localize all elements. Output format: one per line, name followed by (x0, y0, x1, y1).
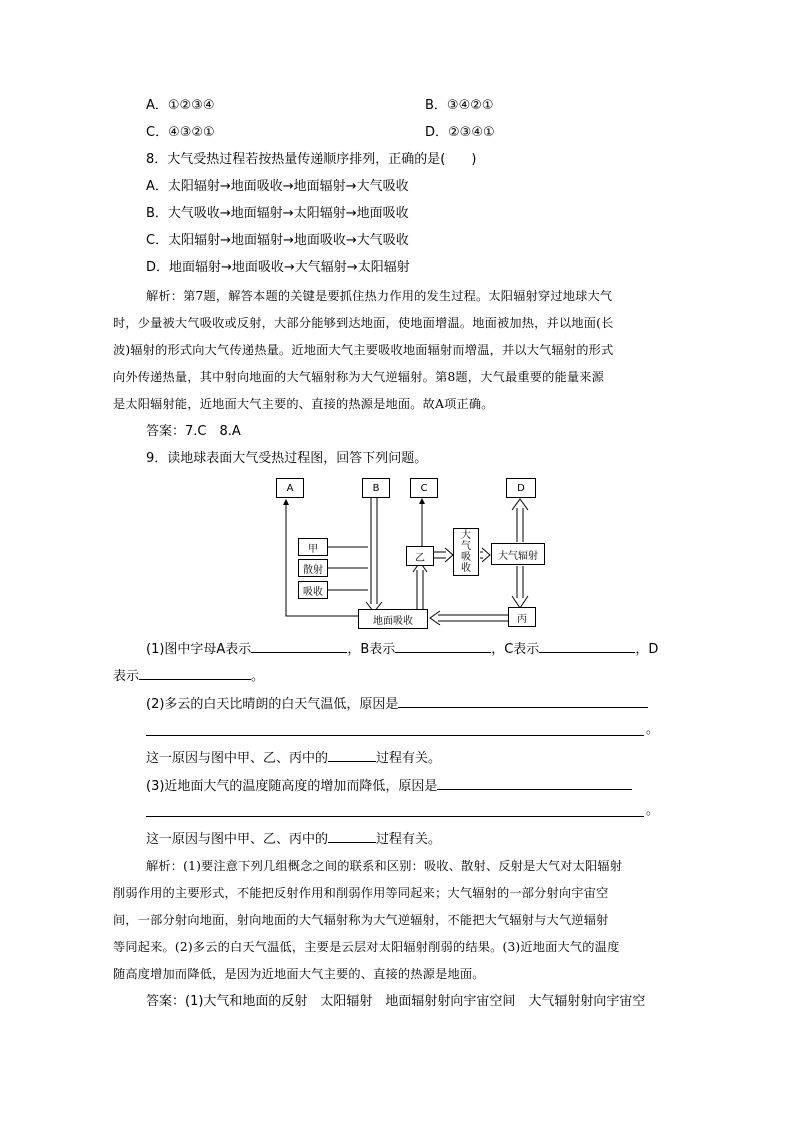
q9-part3-follow (146, 829, 441, 849)
answer-blank-reason3[interactable] (437, 776, 632, 790)
q8-option-d: D．地面辐射→地面吸收→大气辐射→太阳辐射 (146, 260, 410, 275)
analysis2-line: 解析：(1)要注意下列几组概念之间的联系和区别：吸收、散射、反射是大气对太阳辐射 (146, 859, 623, 873)
q9-part1-line (146, 639, 658, 659)
q9-stem: 9．读地球表面大气受热过程图，回答下列问题。 (146, 451, 428, 466)
analysis2-line: 间，一部分射向地面，射向地面的大气辐射称为大气逆辐射，不能把大气辐射与大气逆辐射 (113, 913, 609, 927)
q9-part1-text: ，C表示 (491, 642, 540, 657)
analysis2-line: 随高度增加而降低，是因为近地面大气主要的、直接的热源是地面。 (113, 967, 485, 981)
q9-part1-text: (1)图中字母A表示 (146, 642, 252, 657)
q9-part3-text: 这一原因与图中甲、乙、丙中的 (146, 832, 329, 847)
diagram-box-scatter: 散射 (298, 559, 328, 577)
q7-option-c: C．④③②① (146, 125, 215, 140)
diagram-char: 吸 (461, 552, 471, 563)
q7-option-b: B．③④②① (425, 98, 494, 113)
q9-part1-text: ，B表示 (347, 642, 396, 657)
q9-part2-line (146, 694, 648, 714)
answer-blank-c[interactable] (539, 639, 635, 653)
q9-part2-text: (2)多云的白天比晴朗的白天气温低，原因是 (146, 697, 399, 712)
q9-part3-line (146, 776, 632, 796)
q9-part2-end: 。 (646, 722, 660, 737)
analysis1-line: 时，少量被大气吸收或反射，大部分能够到达地面，使地面增温。地面被加热，并以地面(长 (113, 316, 614, 330)
diagram-box-ground-absorb: 地面吸收 (358, 609, 428, 629)
q9-part3-end: 。 (646, 803, 660, 818)
q8-option-a: A．太阳辐射→地面吸收→地面辐射→大气吸收 (146, 179, 409, 194)
answer-blank-process2[interactable] (328, 748, 376, 762)
q8-option-b: B．大气吸收→地面辐射→太阳辐射→地面吸收 (146, 206, 409, 221)
q9-part2-follow (146, 748, 441, 768)
diagram-box-b: B (362, 478, 390, 498)
answer-blank-reason2[interactable] (398, 694, 648, 708)
q9-part1-text: 。 (251, 669, 265, 684)
analysis1-line: 向外传递热量，其中射向地面的大气辐射称为大气逆辐射。第8题，大气最重要的能量来源 (113, 370, 605, 384)
diagram-char: 气 (461, 541, 471, 552)
diagram-box-atmos-absorb (453, 528, 479, 576)
diagram-box-atmos-radiation: 大气辐射 (491, 543, 545, 565)
analysis1-line: 波)辐射的形式向大气传递热量。近地面大气主要吸收地面辐射而增温，并以大气辐射的形式 (113, 343, 614, 357)
q7-option-d: D．②③④① (425, 125, 495, 140)
analysis1-line: 解析：第7题，解答本题的关键是要抓住热力作用的发生过程。太阳辐射穿过地球大气 (146, 289, 613, 303)
q9-part1-text: 表示 (113, 669, 140, 684)
diagram-box-d: D (506, 478, 536, 498)
q8-option-c: C．太阳辐射→地面辐射→地面吸收→大气吸收 (146, 233, 409, 248)
answer-line-reason3[interactable] (146, 816, 644, 817)
answer-blank-a[interactable] (251, 639, 347, 653)
analysis2-line: 等同起来。(2)多云的白天气温低，主要是云层对太阳辐射削弱的结果。(3)近地面大气的温度 (113, 940, 620, 954)
q8-stem: 8．大气受热过程若按热量传递顺序排列，正确的是( ) (146, 152, 477, 167)
q9-part2-text: 这一原因与图中甲、乙、丙中的 (146, 751, 329, 766)
q9-part3-text: 过程有关。 (376, 832, 442, 847)
q9-part3-text: (3)近地面大气的温度随高度的增加而降低，原因是 (146, 779, 438, 794)
diagram-box-jia: 甲 (298, 538, 328, 556)
answer2: 答案：(1)大气和地面的反射 太阳辐射 地面辐射射向宇宙空间 大气辐射射向宇宙空 (146, 994, 646, 1009)
q7-option-a: A．①②③④ (146, 98, 215, 113)
diagram-box-a: A (276, 478, 304, 498)
q9-part2-text: 过程有关。 (376, 751, 442, 766)
q9-part1-line2 (113, 666, 264, 686)
analysis1-line: 是太阳辐射能，近地面大气主要的、直接的热源是地面。故A项正确。 (113, 397, 494, 411)
answer-blank-process3[interactable] (328, 829, 376, 843)
diagram-char: 大 (461, 530, 471, 541)
answer-blank-b[interactable] (395, 639, 491, 653)
diagram-box-absorb: 吸收 (298, 581, 328, 599)
diagram-box-bing: 丙 (508, 607, 536, 627)
q9-part1-text: ，D (635, 642, 659, 657)
answer-blank-d[interactable] (139, 666, 251, 680)
answer-line-reason2[interactable] (146, 735, 644, 736)
diagram-char: 收 (461, 563, 471, 574)
analysis2-line: 削弱作用的主要形式，不能把反射作用和削弱作用等同起来；大气辐射的一部分射向宇宙空 (113, 886, 609, 900)
diagram-box-yi: 乙 (406, 546, 434, 566)
diagram-box-c: C (410, 478, 438, 498)
answer1: 答案：7.C 8.A (146, 424, 241, 439)
